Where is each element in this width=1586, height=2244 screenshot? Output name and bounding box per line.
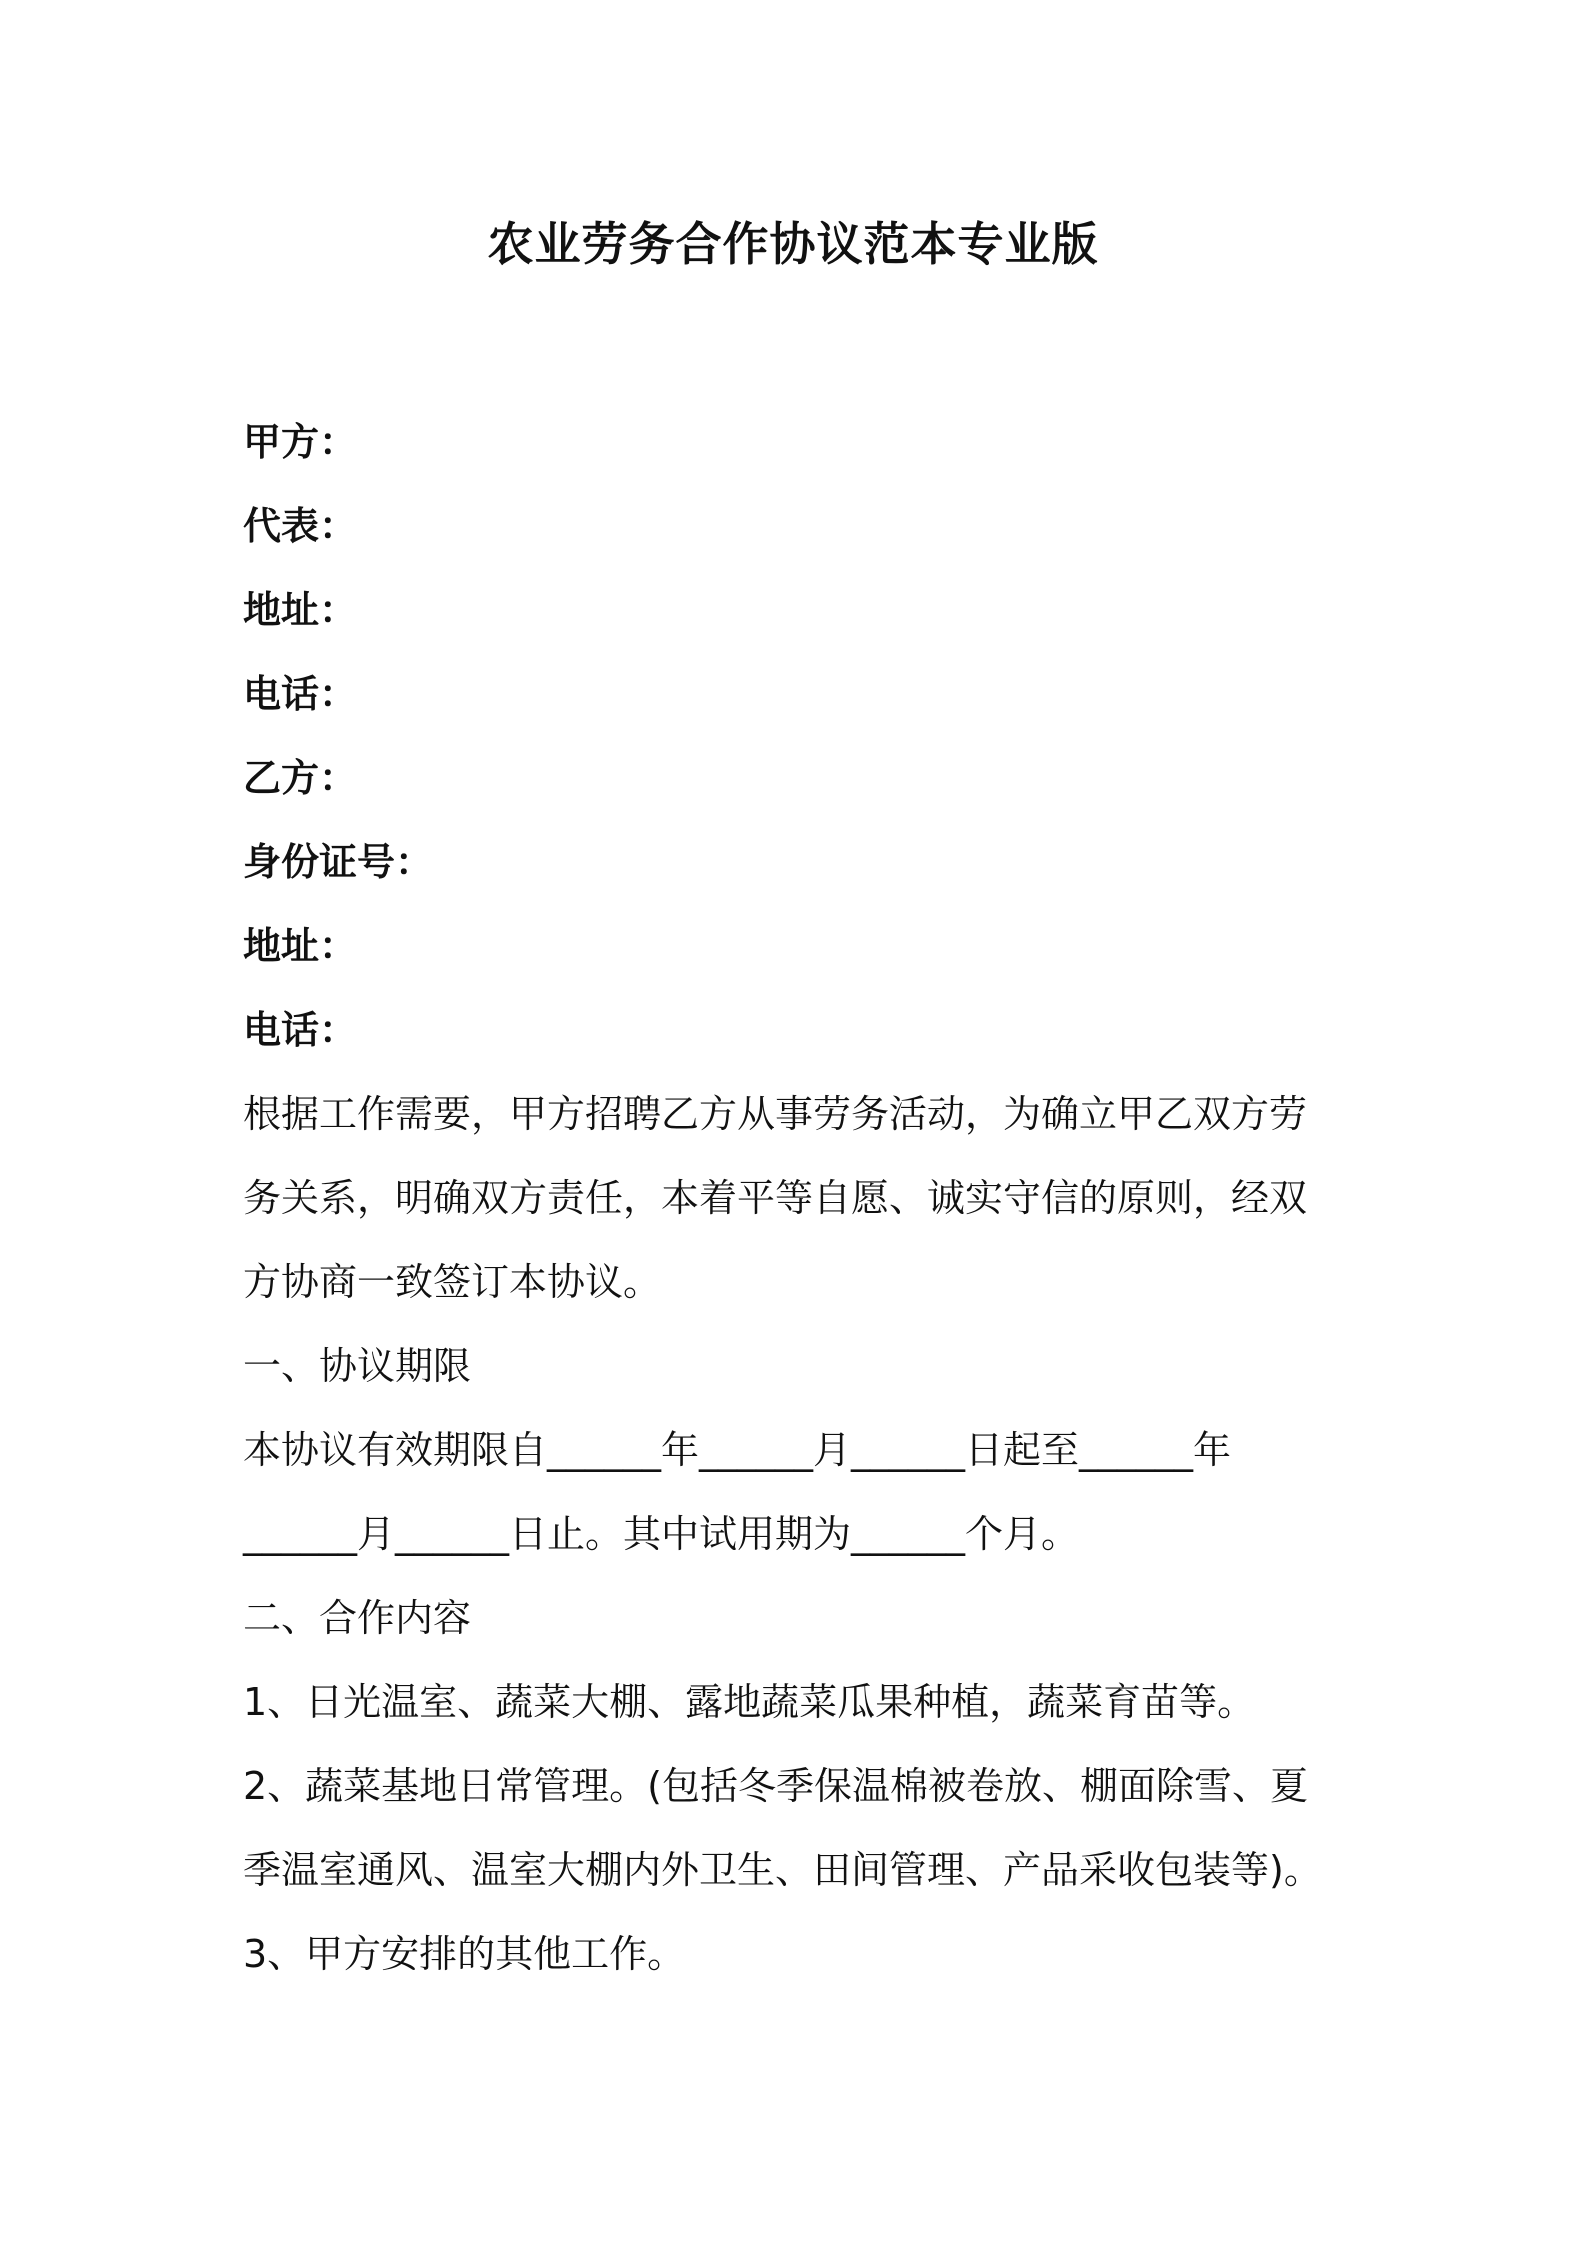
party-b-label: 乙方： bbox=[243, 756, 358, 800]
section-2-line-1: 1、日光温室、蔬菜大棚、露地蔬菜瓜果种植，蔬菜育苗等。 bbox=[243, 1680, 1256, 1724]
party-a-phone-label: 电话： bbox=[243, 672, 358, 716]
section-2-line-3: 季温室通风、温室大棚内外卫生、田间管理、产品采收包装等)。 bbox=[243, 1848, 1322, 1892]
section-2-line-2: 2、蔬菜基地日常管理。(包括冬季保温棉被卷放、棚面除雪、夏 bbox=[243, 1764, 1309, 1808]
party-a-representative-label: 代表： bbox=[243, 504, 358, 548]
section-1-line-1: 本协议有效期限自______年______月______日起至______年 bbox=[243, 1428, 1232, 1472]
party-b-address-label: 地址： bbox=[243, 924, 358, 968]
party-b-phone-label: 电话： bbox=[243, 1008, 358, 1052]
party-b-id-label: 身份证号： bbox=[243, 840, 434, 884]
party-a-label: 甲方： bbox=[243, 420, 358, 464]
section-2-line-4: 3、甲方安排的其他工作。 bbox=[243, 1932, 686, 1976]
preamble-line-3: 方协商一致签订本协议。 bbox=[243, 1260, 662, 1304]
preamble-line-1: 根据工作需要，甲方招聘乙方从事劳务活动，为确立甲乙双方劳 bbox=[243, 1092, 1308, 1136]
section-1-line-2: ______月______日止。其中试用期为______个月。 bbox=[243, 1512, 1080, 1556]
preamble-line-2: 务关系，明确双方责任，本着平等自愿、诚实守信的原则，经双 bbox=[243, 1176, 1308, 1220]
document-body bbox=[243, 400, 1363, 1996]
document-title: 农业劳务合作协议范本专业版 bbox=[487, 217, 1099, 271]
party-a-address-label: 地址： bbox=[243, 588, 358, 632]
section-2-heading: 二、合作内容 bbox=[243, 1596, 472, 1640]
section-1-heading: 一、协议期限 bbox=[243, 1344, 472, 1388]
